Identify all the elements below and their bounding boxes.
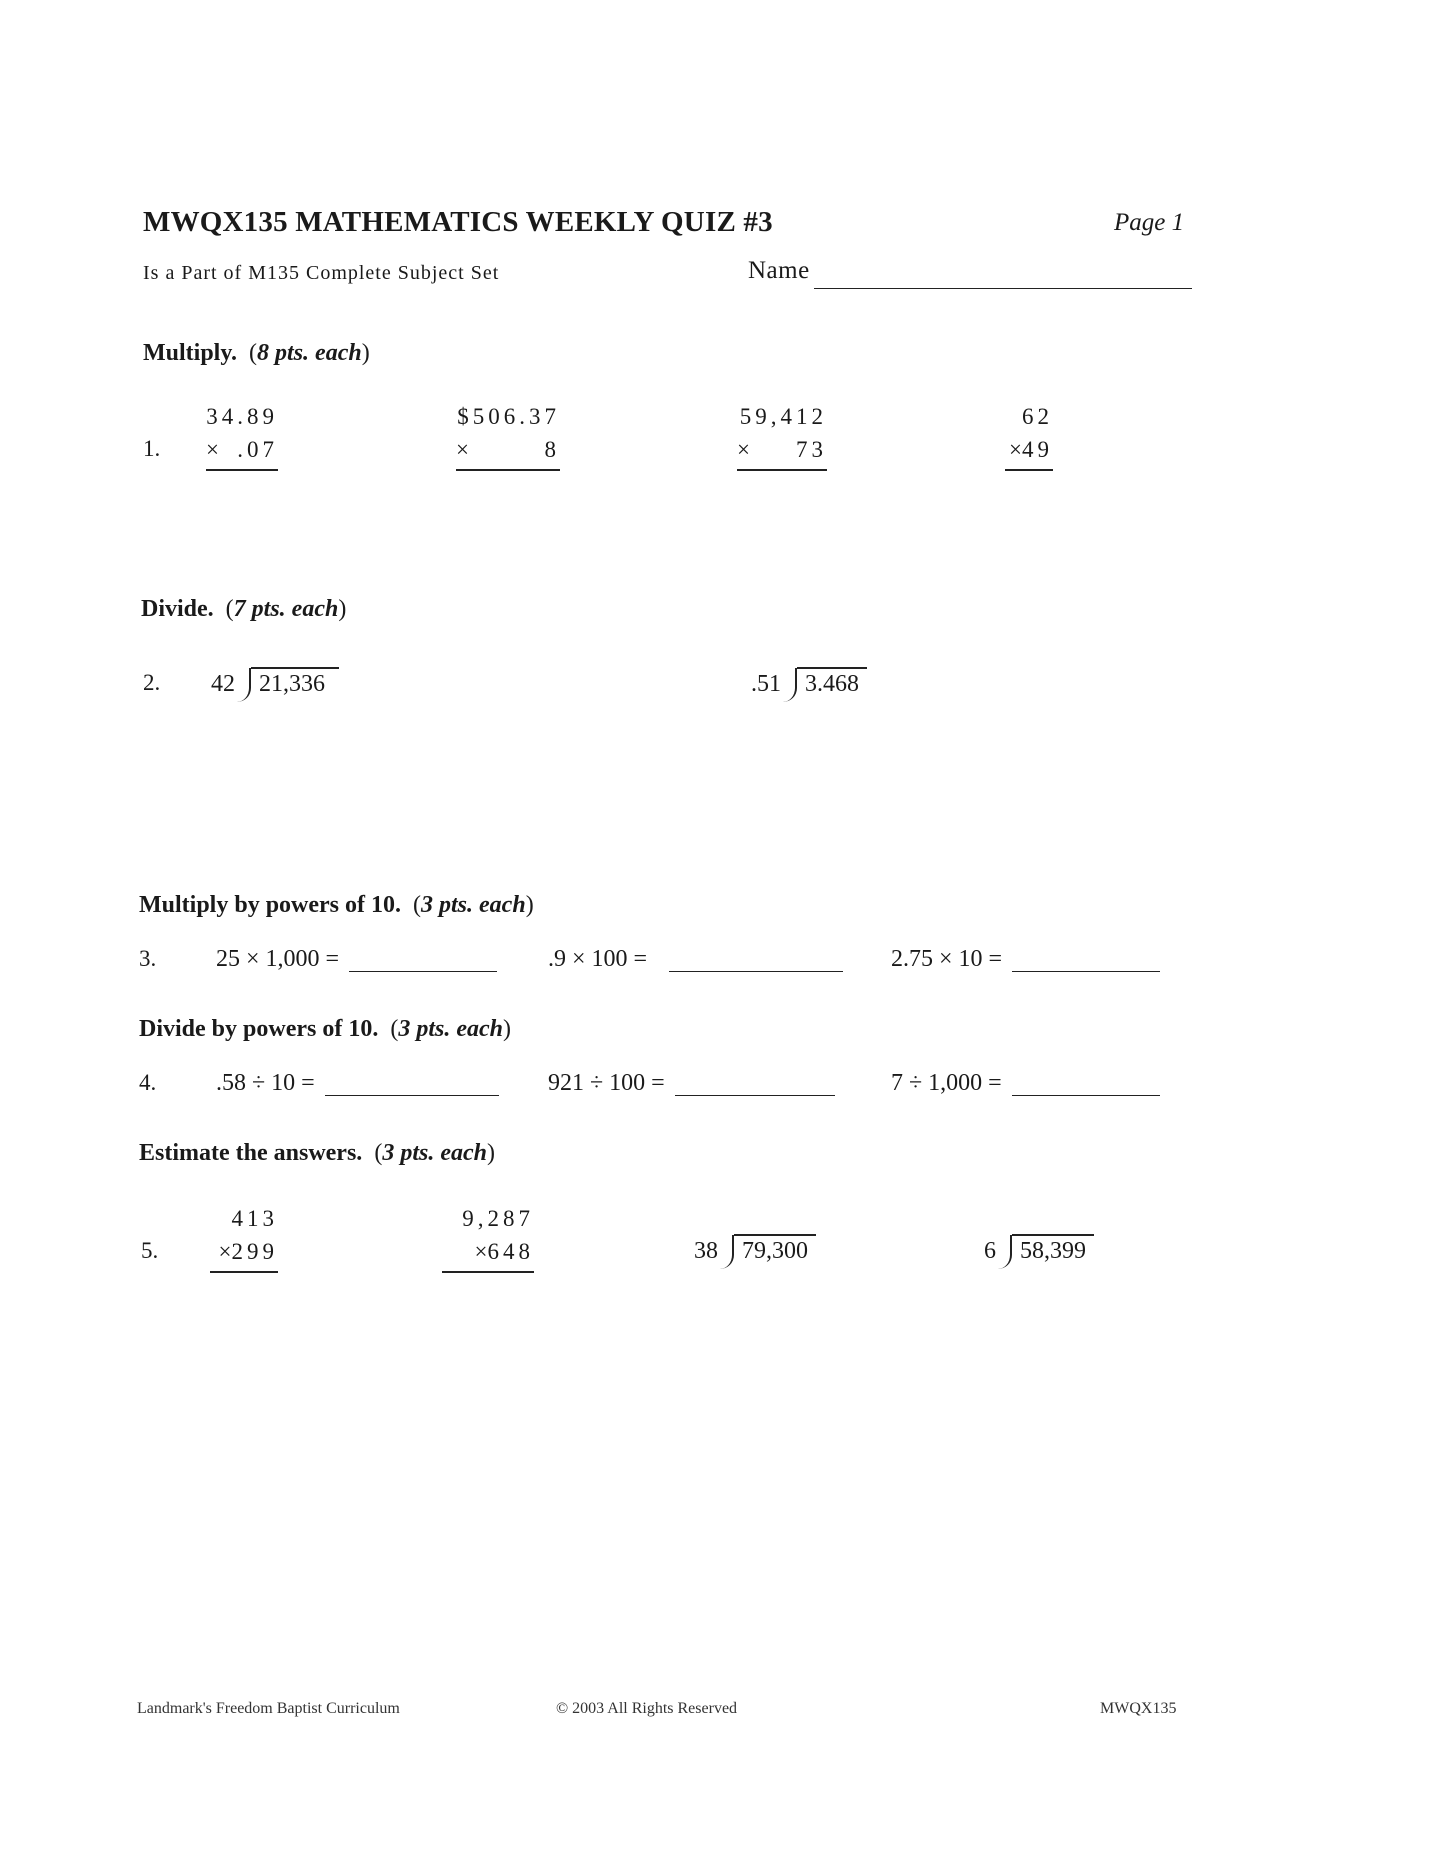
name-label: Name xyxy=(748,257,810,284)
answer-rule xyxy=(206,469,278,471)
answer-blank[interactable] xyxy=(675,1094,835,1096)
divide-power-problem-2: 921 ÷ 100 = xyxy=(548,1070,835,1097)
long-division-problem-1: 42 21,336 xyxy=(211,664,339,698)
multiply-problem-2: $506.37 × 8 xyxy=(456,400,560,471)
problem-number-5: 5. xyxy=(141,1238,159,1263)
section-heading-multiply: Multiply. (8 pts. each) xyxy=(143,340,370,366)
estimate-division-problem-2: 6 58,399 xyxy=(984,1231,1094,1265)
multiply-problem-4: 62 × 49 xyxy=(1005,400,1053,471)
long-division-problem-2: .51 3.468 xyxy=(751,664,867,698)
answer-rule xyxy=(1005,469,1053,471)
problem-number-1: 1. xyxy=(143,436,161,461)
multiply-problem-1: 34.89 × .07 xyxy=(206,400,278,471)
multiply-problem-3: 59,412 × 73 xyxy=(737,400,827,471)
division-bracket xyxy=(998,1235,1012,1269)
footer-publisher: Landmark's Freedom Baptist Curriculum xyxy=(137,1700,400,1717)
footer-copyright: © 2003 All Rights Reserved xyxy=(556,1700,738,1717)
division-bracket xyxy=(720,1235,734,1269)
quiz-title: MWQX135 MATHEMATICS WEEKLY QUIZ #3 xyxy=(143,206,773,238)
footer-code: MWQX135 xyxy=(1100,1700,1177,1717)
name-field[interactable] xyxy=(814,288,1192,289)
division-bracket xyxy=(783,668,797,702)
section-heading-divide: Divide. (7 pts. each) xyxy=(141,596,347,622)
multiply-power-problem-2: .9 × 100 = xyxy=(548,946,843,973)
problem-number-4: 4. xyxy=(139,1070,157,1095)
problem-number-2: 2. xyxy=(143,670,161,695)
answer-blank[interactable] xyxy=(1012,970,1160,972)
multiply-power-problem-1: 25 × 1,000 = xyxy=(216,946,497,973)
answer-blank[interactable] xyxy=(325,1094,499,1096)
answer-blank[interactable] xyxy=(1012,1094,1160,1096)
problem-number-3: 3. xyxy=(139,946,157,971)
page-number: Page 1 xyxy=(1114,209,1185,236)
answer-rule xyxy=(210,1271,278,1273)
answer-blank[interactable] xyxy=(349,970,497,972)
answer-blank[interactable] xyxy=(669,970,843,972)
answer-rule xyxy=(442,1271,534,1273)
divide-power-problem-1: .58 ÷ 10 = xyxy=(216,1070,499,1097)
estimate-division-problem-1: 38 79,300 xyxy=(694,1231,816,1265)
division-bracket xyxy=(237,668,251,702)
answer-rule xyxy=(737,469,827,471)
section-heading-multiply-powers: Multiply by powers of 10. (3 pts. each) xyxy=(139,892,534,918)
answer-rule xyxy=(456,469,560,471)
subtitle: Is a Part of M135 Complete Subject Set xyxy=(143,262,500,284)
multiply-power-problem-3: 2.75 × 10 = xyxy=(891,946,1160,973)
section-heading-divide-powers: Divide by powers of 10. (3 pts. each) xyxy=(139,1016,512,1042)
estimate-multiply-problem-1: 413 × 299 xyxy=(210,1202,278,1273)
estimate-multiply-problem-2: 9,287 × 648 xyxy=(442,1202,534,1273)
section-heading-estimate: Estimate the answers. (3 pts. each) xyxy=(139,1140,495,1166)
divide-power-problem-3: 7 ÷ 1,000 = xyxy=(891,1070,1160,1097)
